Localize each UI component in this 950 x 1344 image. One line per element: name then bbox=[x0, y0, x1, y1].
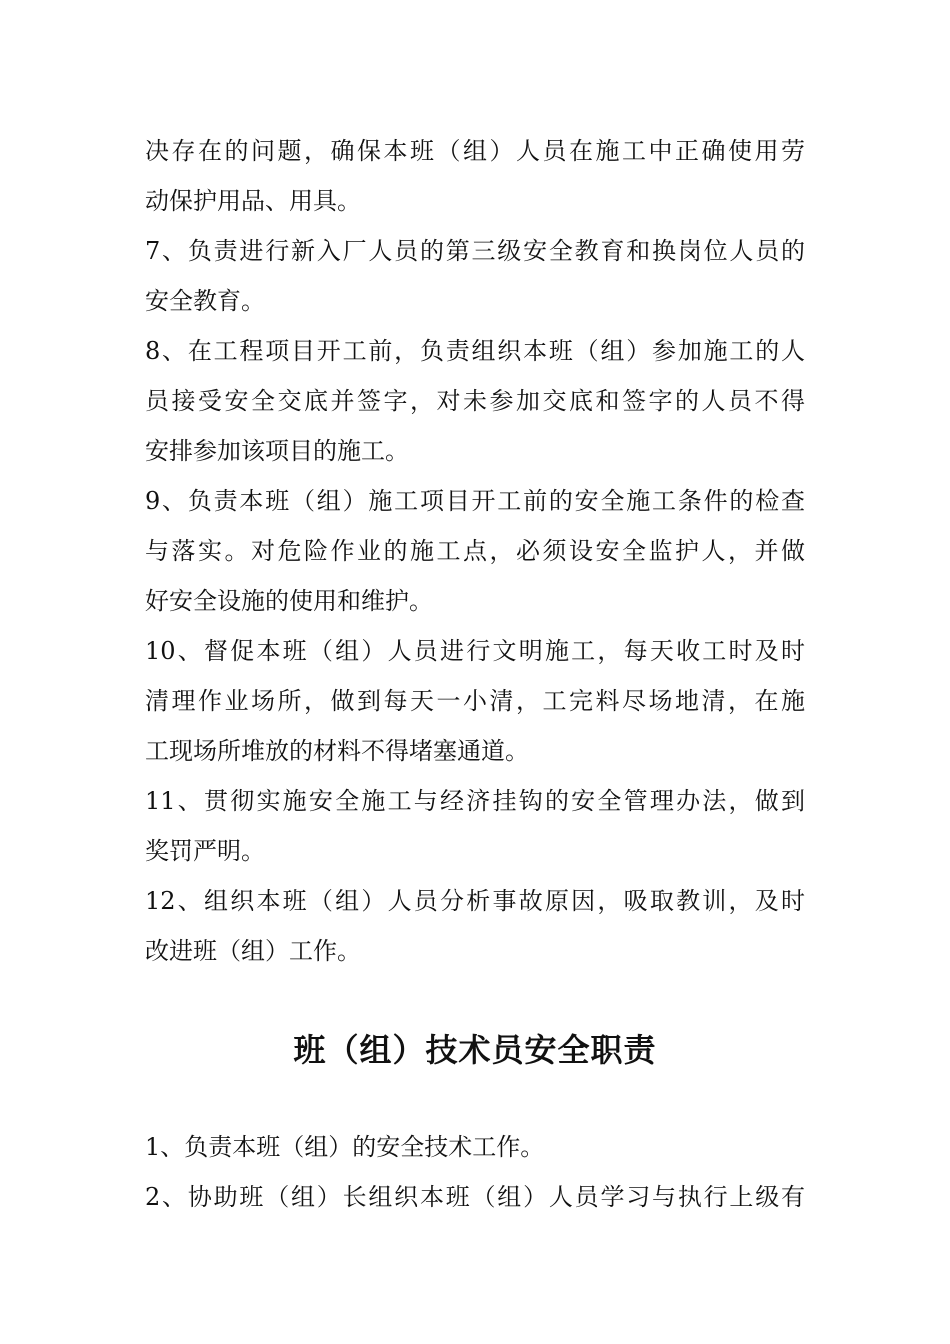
paragraph-line: 工现场所堆放的材料不得堵塞通道。 bbox=[145, 737, 529, 765]
paragraph-line: 1、负责本班（组）的安全技术工作。 bbox=[145, 1133, 545, 1161]
paragraph-line: 11、贯彻实施安全施工与经济挂钩的安全管理办法，做到 bbox=[145, 787, 805, 815]
paragraph-line: 员接受安全交底并签字，对未参加交底和签字的人员不得 bbox=[145, 387, 805, 415]
paragraph-line: 安全教育。 bbox=[145, 287, 265, 315]
paragraph-line: 奖罚严明。 bbox=[145, 837, 265, 865]
paragraph-line: 与落实。对危险作业的施工点，必须设安全监护人，并做 bbox=[145, 537, 805, 565]
paragraph-line: 7、负责进行新入厂人员的第三级安全教育和换岗位人员的 bbox=[145, 237, 805, 265]
paragraph-line: 改进班（组）工作。 bbox=[145, 937, 361, 965]
paragraph-line: 决存在的问题，确保本班（组）人员在施工中正确使用劳 bbox=[145, 137, 805, 165]
paragraph-line: 12、组织本班（组）人员分析事故原因，吸取教训，及时 bbox=[145, 887, 805, 915]
paragraph-line: 安排参加该项目的施工。 bbox=[145, 437, 409, 465]
paragraph-line: 9、负责本班（组）施工项目开工前的安全施工条件的检查 bbox=[145, 487, 805, 515]
paragraph-line: 好安全设施的使用和维护。 bbox=[145, 587, 433, 615]
paragraph-line: 2、协助班（组）长组织本班（组）人员学习与执行上级有 bbox=[145, 1183, 805, 1211]
paragraph-line: 清理作业场所，做到每天一小清，工完料尽场地清，在施 bbox=[145, 687, 805, 715]
section-title: 班（组）技术员安全职责 bbox=[293, 1031, 657, 1069]
paragraph-line: 10、督促本班（组）人员进行文明施工，每天收工时及时 bbox=[145, 637, 805, 665]
paragraph-line: 动保护用品、用具。 bbox=[145, 187, 361, 215]
paragraph-line: 8、在工程项目开工前，负责组织本班（组）参加施工的人 bbox=[145, 337, 805, 365]
